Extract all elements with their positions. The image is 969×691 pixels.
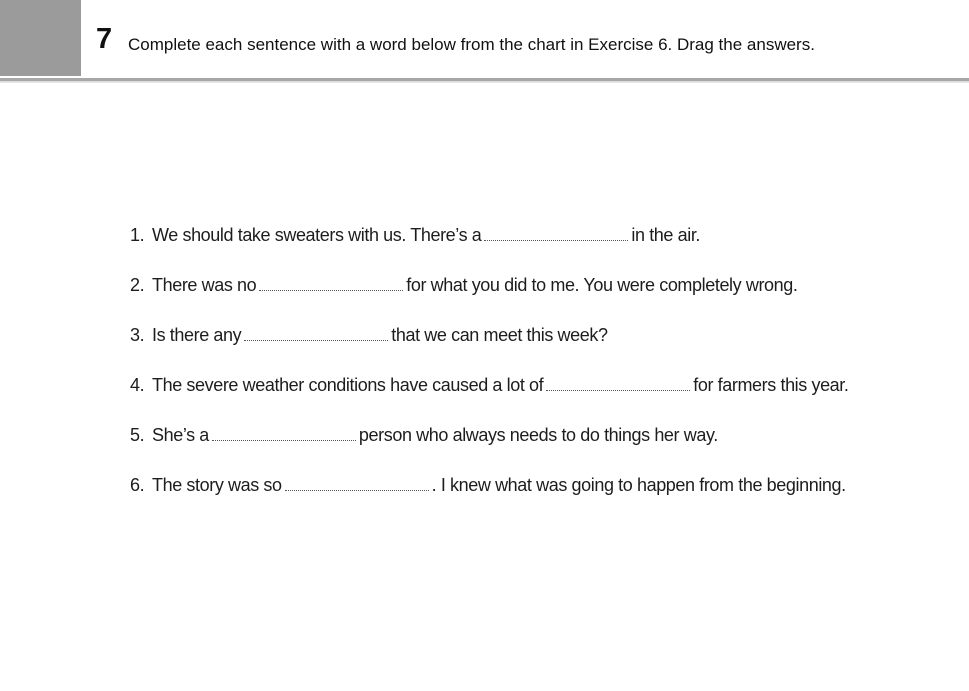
answer-drop-zone-2[interactable]	[259, 276, 403, 291]
sentence-text-before: She’s a	[152, 425, 209, 445]
sentence-number: 4.	[130, 375, 145, 395]
sentence-text-after: in the air.	[631, 225, 701, 245]
sentence-list	[130, 224, 849, 524]
sentence-text-before: The severe weather conditions have caused a lot of	[152, 375, 544, 395]
sentence-text-before: We should take sweaters with us. There’s a	[152, 225, 482, 245]
sentence-number: 3.	[130, 325, 145, 345]
sentence-4	[130, 374, 849, 424]
sentence-text-after: . I knew what was going to happen from the beginning.	[431, 475, 846, 495]
answer-drop-zone-1[interactable]	[484, 226, 628, 241]
sentence-1	[130, 224, 849, 274]
sentence-number: 6.	[130, 475, 145, 495]
answer-drop-zone-4[interactable]	[546, 376, 690, 391]
sentence-text-before: Is there any	[152, 325, 242, 345]
sentence-text-after: that we can meet this week?	[391, 325, 608, 345]
answer-drop-zone-5[interactable]	[212, 426, 356, 441]
exercise-number: 7	[96, 23, 113, 55]
answer-drop-zone-6[interactable]	[285, 476, 429, 491]
exercise-instruction: Complete each sentence with a word below from the chart in Exercise 6. Drag the answers.	[128, 35, 815, 54]
sentence-text-after: for what you did to me. You were completely wrong.	[406, 275, 798, 295]
sentence-text-after: person who always needs to do things her way.	[358, 425, 718, 445]
answer-drop-zone-3[interactable]	[244, 326, 388, 341]
sentence-text-after: for farmers this year.	[693, 375, 849, 395]
header-gray-block	[0, 0, 81, 76]
sentence-5	[130, 424, 849, 474]
sentence-text-before: There was no	[152, 275, 257, 295]
sentence-6	[130, 474, 849, 524]
header-divider	[0, 78, 969, 83]
sentence-2	[130, 274, 849, 324]
sentence-number: 5.	[130, 425, 145, 445]
sentence-text-before: The story was so	[152, 475, 282, 495]
sentence-number: 2.	[130, 275, 145, 295]
exercise-header	[0, 0, 969, 78]
sentence-3	[130, 324, 849, 374]
sentence-number: 1.	[130, 225, 145, 245]
